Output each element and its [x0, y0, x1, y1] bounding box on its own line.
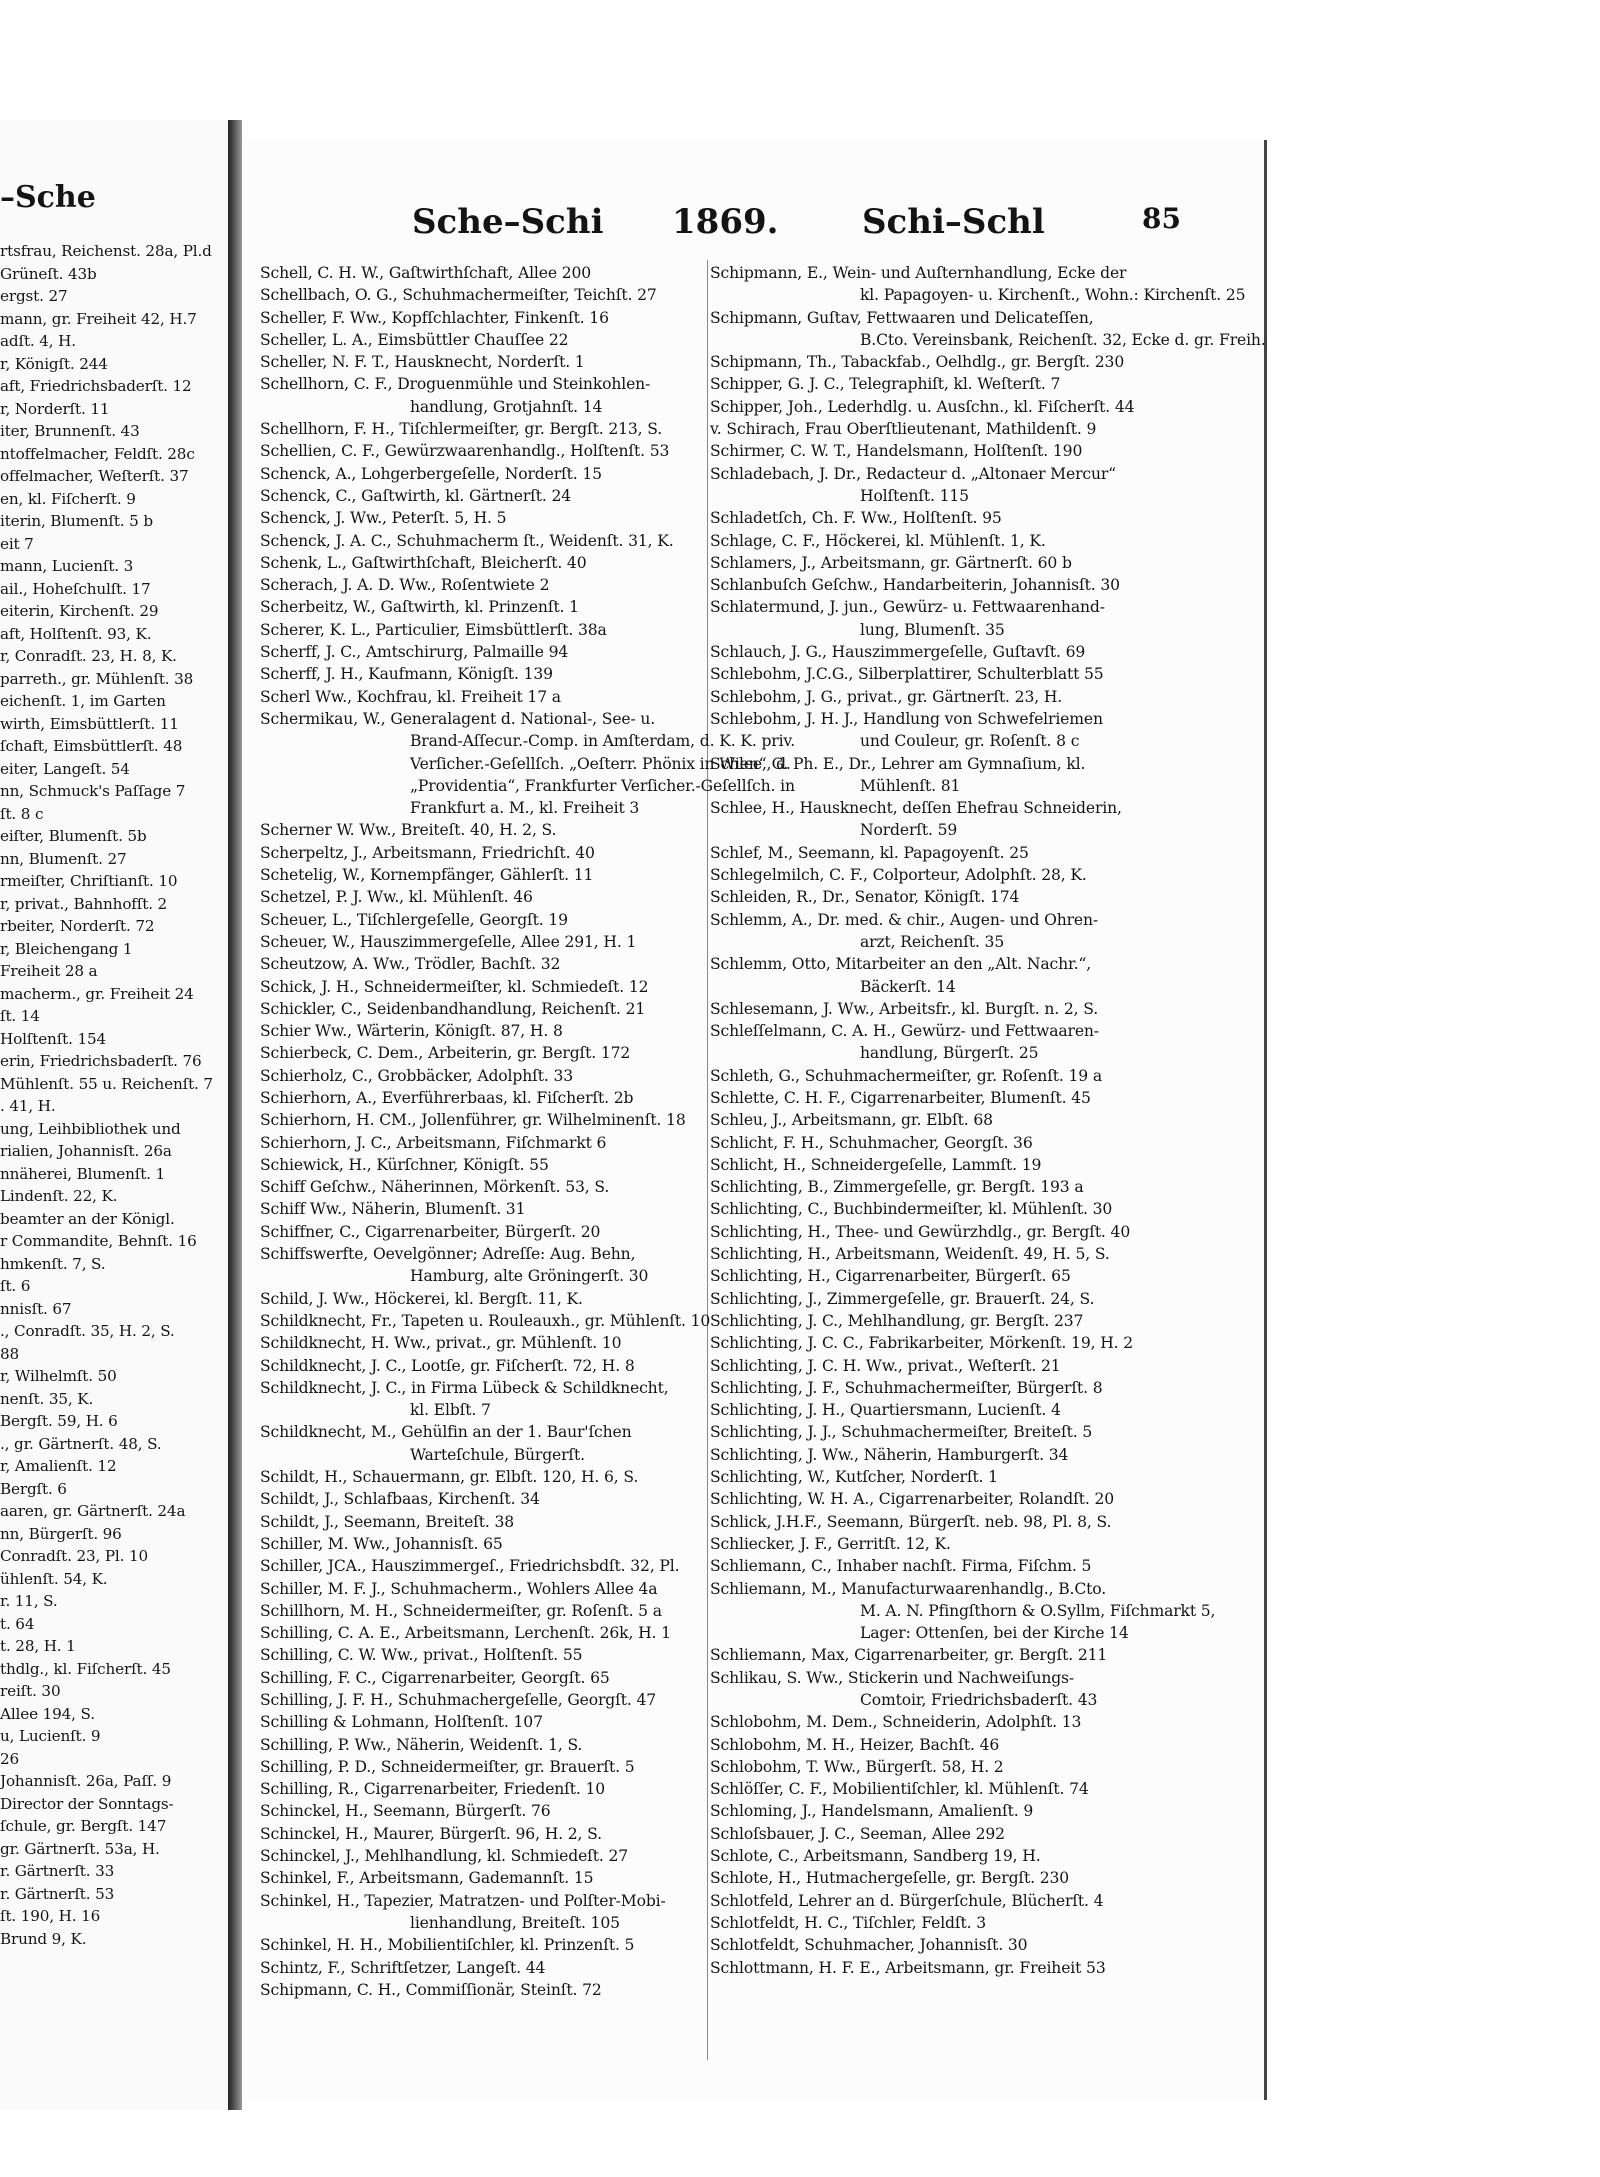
directory-entry: ., gr. Gärtnerſt. 48, S. [0, 1434, 162, 1453]
directory-entry: Schliecker, J. F., Gerritſt. 12, K. [710, 1534, 951, 1553]
directory-entry: mann, Lucienſt. 3 [0, 557, 134, 575]
directory-entry: Schildknecht, M., Gehülfin an der 1. Baur'ſchen [260, 1423, 632, 1442]
header-range-left: Sche–Schi [412, 202, 604, 242]
directory-entry: Schetelig, W., Kornempfänger, Gählerſt. 11 [260, 866, 594, 885]
directory-entry: ſchaft, Eimsbüttlerſt. 48 [0, 737, 183, 755]
directory-entry: ſchule, gr. Bergſt. 147 [0, 1817, 167, 1835]
directory-entry: en, kl. Fiſcherſt. 9 [0, 489, 136, 508]
directory-entry: Schladetſch, Ch. F. Ww., Holſtenſt. 95 [710, 509, 1002, 528]
entry-continuation: handlung, Bürgerſt. 25 [860, 1044, 1039, 1063]
directory-entry: Schlotfeld, Lehrer an d. Bürgerſchule, Blücherſt. 4 [710, 1891, 1104, 1910]
header-year: 1869. [672, 202, 779, 242]
directory-entry: hmkenſt. 7, S. [0, 1254, 106, 1273]
directory-entry: Schellien, C. F., Gewürzwaarenhandlg., Holſtenſt. 53 [260, 442, 670, 461]
directory-entry: r. Gärtnerſt. 53 [0, 1884, 115, 1903]
directory-entry: Schlichting, H., Cigarrenarbeiter, Bürgerſt. 65 [710, 1267, 1071, 1286]
directory-entry: Schlichting, B., Zimmergeſelle, gr. Bergſt. 193 a [710, 1178, 1084, 1197]
directory-entry: Schloſsbauer, J. C., Seeman, Allee 292 [710, 1824, 1005, 1843]
entry-continuation: Lager: Ottenſen, bei der Kirche 14 [860, 1624, 1129, 1643]
directory-entry: Schiller, M. F. J., Schuhmacherm., Wohlers Allee 4a [260, 1579, 658, 1598]
directory-entry: Scherner W. Ww., Breiteſt. 40, H. 2, S. [260, 821, 557, 840]
directory-entry: Schick, J. H., Schneidermeiſter, kl. Schmiedeſt. 12 [260, 977, 649, 996]
directory-entry: Schipmann, E., Wein- und Auſternhandlung, Ecke der [710, 264, 1127, 282]
directory-entry: r, Amalienſt. 12 [0, 1457, 117, 1475]
directory-entry: Scheller, L. A., Eimsbüttler Chauſſee 22 [260, 330, 569, 349]
directory-entry: r, Norderſt. 11 [0, 399, 110, 418]
directory-entry: Schlobohm, T. Ww., Bürgerſt. 58, H. 2 [710, 1757, 1004, 1776]
directory-entry: nenſt. 35, K. [0, 1389, 94, 1408]
directory-entry: Schipmann, C. H., Commiſſionär, Steinſt. 72 [260, 1980, 602, 1999]
directory-entry: nnisſt. 67 [0, 1299, 72, 1318]
directory-entry: beamter an der Königl. [0, 1209, 175, 1228]
directory-entry: eiſter, Blumenſt. 5b [0, 827, 147, 845]
directory-entry: eiter, Langeſt. 54 [0, 759, 130, 778]
directory-entry: . 41, H. [0, 1097, 56, 1115]
directory-entry: Schilling, P. Ww., Näherin, Weidenſt. 1, S. [260, 1735, 583, 1754]
directory-entry: Schildknecht, J. C., Lootſe, gr. Fiſcherſt. 72, H. 8 [260, 1356, 635, 1375]
directory-entry: eit 7 [0, 534, 34, 553]
directory-entry: Brund 9, K. [0, 1929, 87, 1948]
directory-entry: parreth., gr. Mühlenſt. 38 [0, 669, 194, 688]
directory-entry: Schild, J. Ww., Höckerei, kl. Bergſt. 11, K. [260, 1289, 583, 1308]
directory-entry: Schlichting, J. H., Quartiersmann, Lucienſt. 4 [710, 1401, 1061, 1420]
directory-entry: Schiewick, H., Kürſchner, Königſt. 55 [260, 1155, 549, 1174]
directory-entry: Schliemann, C., Inhaber nachſt. Firma, Fiſchm. 5 [710, 1557, 1092, 1576]
directory-entry: Schinkel, F., Arbeitsmann, Gademannſt. 15 [260, 1869, 594, 1888]
directory-entry: Scherff, J. C., Amtschirurg, Palmaille 94 [260, 643, 569, 662]
directory-entry: Schierholz, C., Grobbäcker, Adolphſt. 33 [260, 1066, 573, 1085]
entry-continuation: und Couleur, gr. Roſenſt. 8 c [860, 732, 1080, 751]
directory-entry: eiterin, Kirchenſt. 29 [0, 602, 159, 620]
directory-entry: Schierhorn, J. C., Arbeitsmann, Fiſchmarkt 6 [260, 1133, 607, 1152]
directory-entry: Scherbeitz, W., Gaſtwirth, kl. Prinzenſt. 1 [260, 598, 579, 617]
directory-entry: Schlette, C. H. F., Cigarrenarbeiter, Blumenſt. 45 [710, 1088, 1091, 1107]
directory-entry: Schierbeck, C. Dem., Arbeiterin, gr. Bergſt. 172 [260, 1044, 631, 1063]
directory-entry: Schell, C. H. W., Gaſtwirthſchaft, Allee 200 [260, 264, 592, 282]
directory-entry: Schipmann, Th., Tabackfab., Oelhdlg., gr. Bergſt. 230 [710, 353, 1125, 372]
directory-entry: Schlicht, F. H., Schuhmacher, Georgſt. 36 [710, 1133, 1033, 1152]
directory-entry: erin, Friedrichsbaderſt. 76 [0, 1052, 202, 1070]
directory-entry: Schlobohm, M. Dem., Schneiderin, Adolphſt. 13 [710, 1713, 1082, 1732]
entry-continuation: lung, Blumenſt. 35 [860, 620, 1005, 639]
directory-entry: Holſtenſt. 154 [0, 1029, 107, 1048]
directory-entry: Schlemm, A., Dr. med. & chir., Augen- und Ohren- [710, 910, 1099, 929]
directory-entry: Schloming, J., Handelsmann, Amalienſt. 9 [710, 1802, 1034, 1821]
directory-entry: 88 [0, 1344, 20, 1363]
directory-entry: Schlottmann, H. F. E., Arbeitsmann, gr. Freiheit 53 [710, 1958, 1106, 1977]
directory-entry: aaren, gr. Gärtnerſt. 24a [0, 1502, 186, 1520]
directory-entry: Schlobohm, M. H., Heizer, Bachſt. 46 [710, 1735, 1000, 1754]
directory-entry: Schleiden, R., Dr., Senator, Königſt. 174 [710, 888, 1020, 907]
directory-entry: Schellhorn, F. H., Tiſchlermeiſter, gr. Bergſt. 213, S. [260, 420, 663, 439]
directory-entry: Schlee, G. Ph. E., Dr., Lehrer am Gymnaſium, kl. [710, 754, 1086, 773]
directory-entry: Schlesemann, J. Ww., Arbeitsfr., kl. Burgſt. n. 2, S. [710, 999, 1099, 1018]
directory-entry: aft, Friedrichsbaderſt. 12 [0, 377, 192, 395]
left-page-header: –Sche [0, 180, 96, 215]
directory-entry: Schlichting, J., Zimmergeſelle, gr. Brauerſt. 24, S. [710, 1289, 1095, 1308]
directory-entry: Schinckel, J., Mehlhandlung, kl. Schmiedeſt. 27 [260, 1847, 629, 1866]
directory-entry: Schlatermund, J. jun., Gewürz- u. Fettwaarenhand- [710, 598, 1105, 617]
entry-continuation: Comtoir, Friedrichsbaderſt. 43 [860, 1691, 1098, 1709]
directory-entry: Schilling, J. F. H., Schuhmachergeſelle, Georgſt. 47 [260, 1691, 656, 1709]
directory-entry: Scheller, F. Ww., Kopfſchlachter, Finkenſt. 16 [260, 308, 609, 327]
directory-entry: r. Gärtnerſt. 33 [0, 1862, 115, 1880]
directory-entry: Schilling, F. C., Cigarrenarbeiter, Georgſt. 65 [260, 1668, 610, 1687]
directory-entry: Schlote, C., Arbeitsmann, Sandberg 19, H. [710, 1847, 1041, 1866]
column-left [260, 262, 796, 2001]
directory-entry: Schinkel, H. H., Mobilientiſchler, kl. Prinzenſt. 5 [260, 1936, 635, 1955]
directory-entry: nnäherei, Blumenſt. 1 [0, 1164, 166, 1183]
entry-continuation: Norderſt. 59 [860, 821, 958, 840]
directory-entry: Allee 194, S. [0, 1704, 95, 1723]
directory-entry: Schildknecht, J. C., in Firma Lübeck & Schildknecht, [260, 1378, 669, 1397]
directory-entry: Schlichting, H., Thee- und Gewürzhdlg., gr. Bergſt. 40 [710, 1222, 1131, 1241]
directory-entry: Schilling, P. D., Schneidermeiſter, gr. Brauerſt. 5 [260, 1757, 635, 1776]
directory-entry: ſt. 8 c [0, 804, 44, 823]
directory-entry: r, Königſt. 244 [0, 354, 108, 373]
directory-entry: Schlichting, J. C. H. Ww., privat., Weſterſt. 21 [710, 1356, 1061, 1375]
header-range-right: Schi–Schl [862, 202, 1045, 242]
directory-entry: Schiff Ww., Näherin, Blumenſt. 31 [260, 1200, 526, 1219]
entry-continuation: arzt, Reichenſt. 35 [860, 932, 1005, 951]
entry-continuation: M. A. N. Pfingſthorn & O.Syllm, Fiſchmarkt 5, [860, 1601, 1216, 1620]
left-page-fragment [0, 120, 228, 2110]
directory-entry: offelmacher, Weſterſt. 37 [0, 467, 189, 485]
directory-entry: Schleth, G., Schuhmachermeiſter, gr. Roſenſt. 19 a [710, 1066, 1103, 1085]
directory-entry: Schiller, JCA., Hauszimmergeſ., Friedrichsbdſt. 32, Pl. [260, 1557, 680, 1576]
entry-continuation: Frankfurt a. M., kl. Freiheit 3 [410, 799, 640, 818]
directory-entry: u, Lucienſt. 9 [0, 1727, 101, 1745]
directory-entry: eichenſt. 1, im Garten [0, 692, 166, 710]
directory-entry: Schenck, J. A. C., Schuhmacherm ſt., Weidenſt. 31, K. [260, 531, 674, 550]
directory-entry: rmeiſter, Chriſtianſt. 10 [0, 872, 178, 890]
directory-entry: Schlichting, J. C., Mehlhandlung, gr. Bergſt. 237 [710, 1311, 1084, 1330]
entry-continuation: kl. Papagoyen- u. Kirchenſt., Wohn.: Kirchenſt. 25 [860, 286, 1246, 305]
directory-entry: r. 11, S. [0, 1592, 58, 1610]
directory-entry: r, Bleichengang 1 [0, 939, 133, 958]
directory-entry: Schipmann, Guſtav, Fettwaaren und Delicateſſen, [710, 308, 1094, 327]
directory-entry: rialien, Johannisſt. 26a [0, 1142, 172, 1160]
directory-entry: Scheutzow, A. Ww., Trödler, Bachſt. 32 [260, 955, 561, 974]
directory-entry: r, Wilhelmſt. 50 [0, 1367, 117, 1385]
entry-continuation: Holſtenſt. 115 [860, 486, 969, 505]
entry-continuation: Brand-Aſſecur.-Comp. in Amſterdam, d. K. K. priv. [410, 732, 796, 751]
directory-entry: Bergſt. 6 [0, 1479, 67, 1498]
entry-continuation: Warteſchule, Bürgerſt. [410, 1445, 585, 1464]
directory-entry: Schlicht, H., Schneidergeſelle, Lammſt. 19 [710, 1155, 1042, 1174]
directory-entry: Schilling, C. A. E., Arbeitsmann, Lerchenſt. 26k, H. 1 [260, 1624, 671, 1643]
directory-entry: Schlauch, J. G., Hauszimmergeſelle, Guſtavſt. 69 [710, 643, 1086, 662]
directory-entry: Schildknecht, H. Ww., privat., gr. Mühlenſt. 10 [260, 1334, 622, 1353]
directory-entry: Schildknecht, Fr., Tapeten u. Rouleauxh., gr. Mühlenſt. 10 [260, 1311, 711, 1330]
directory-entry: Schildt, J., Schlafbaas, Kirchenſt. 34 [260, 1490, 540, 1509]
directory-entry: nn, Schmuck's Paſſage 7 [0, 782, 186, 800]
directory-entry: r, privat., Bahnhofſt. 2 [0, 894, 168, 913]
directory-entry: Schilling, R., Cigarrenarbeiter, Friedenſt. 10 [260, 1780, 606, 1799]
entry-continuation: kl. Elbſt. 7 [410, 1401, 491, 1420]
directory-entry: ergst. 27 [0, 287, 68, 305]
directory-entry: ühlenſt. 54, K. [0, 1569, 108, 1588]
directory-entry: Schickler, C., Seidenbandhandlung, Reichenſt. 21 [260, 999, 646, 1018]
directory-entry: Schinkel, H., Tapezier, Matratzen- und Polſter-Mobi- [260, 1891, 666, 1910]
directory-entry: ſt. 14 [0, 1007, 40, 1025]
directory-entry: Schlote, H., Hutmachergeſelle, gr. Bergſt. 230 [710, 1869, 1070, 1888]
directory-entry: Schlichting, H., Arbeitsmann, Weidenſt. 49, H. 5, S. [710, 1245, 1110, 1264]
directory-entry: Mühlenſt. 55 u. Reichenſt. 7 [0, 1074, 213, 1093]
directory-entry: Schetzel, P. J. Ww., kl. Mühlenſt. 46 [260, 888, 533, 907]
directory-entry: Schleſſelmann, C. A. H., Gewürz- und Fettwaaren- [710, 1022, 1099, 1041]
directory-entry: Schlichting, J. C. C., Fabrikarbeiter, Mörkenſt. 19, H. 2 [710, 1334, 1134, 1353]
directory-entry: iter, Brunnenſt. 43 [0, 422, 140, 440]
directory-entry: Schlikau, S. Ww., Stickerin und Nachweiſungs- [710, 1668, 1075, 1687]
directory-entry: rtsfrau, Reichenst. 28a, Pl.d [0, 242, 212, 260]
directory-entry: Schilling, C. W. Ww., privat., Holſtenſt. 55 [260, 1646, 583, 1665]
entry-continuation: Verſicher.-Geſellſch. „Oeſterr. Phönix in Wien“, d. [410, 754, 791, 773]
directory-entry: aft, Holſtenſt. 93, K. [0, 624, 152, 643]
directory-entry: Scherpeltz, J., Arbeitsmann, Friedrichſt. 40 [260, 843, 595, 862]
entry-continuation: „Providentia“, Frankfurter Verſicher.-Geſellſch. in [410, 776, 795, 795]
directory-entry: 26 [0, 1749, 20, 1768]
directory-entry: Scherach, J. A. D. Ww., Roſentwiete 2 [260, 576, 550, 595]
directory-entry: adſt. 4, H. [0, 332, 76, 350]
directory-entry: Schilling & Lohmann, Holſtenſt. 107 [260, 1713, 543, 1732]
directory-entry: Scheuer, L., Tiſchlergeſelle, Georgſt. 19 [260, 910, 568, 929]
directory-entry: Schlöſſer, C. F., Mobilientiſchler, kl. Mühlenſt. 74 [710, 1780, 1089, 1799]
directory-entry: iterin, Blumenſt. 5 b [0, 512, 153, 530]
directory-entry: Schladebach, J. Dr., Redacteur d. „Altonaer Mercur“ [710, 464, 1116, 483]
directory-entry: Schipper, Joh., Lederhdlg. u. Ausſchn., kl. Fiſcherſt. 44 [710, 397, 1135, 416]
directory-entry: Schliemann, M., Manufacturwaarenhandlg., B.Cto. [710, 1579, 1107, 1598]
directory-entry: ntoffelmacher, Feldſt. 28c [0, 444, 195, 463]
directory-entry: Freiheit 28 a [0, 962, 98, 980]
directory-entry: r Commandite, Behnſt. 16 [0, 1232, 197, 1250]
directory-entry: Schirmer, C. W. T., Handelsmann, Holſtenſt. 190 [710, 442, 1083, 461]
directory-entry: Schlebohm, J.C.G., Silberplattirer, Schulterblatt 55 [710, 665, 1104, 684]
directory-entry: thdlg., kl. Fiſcherſt. 45 [0, 1659, 171, 1678]
directory-entry: rbeiter, Norderſt. 72 [0, 917, 155, 935]
directory-entry: Schlage, C. F., Höckerei, kl. Mühlenſt. 1, K. [710, 531, 1046, 550]
directory-entry: Schildt, H., Schauermann, gr. Elbſt. 120, H. 6, S. [260, 1468, 639, 1487]
directory-entry: Schlichting, W. H. A., Cigarrenarbeiter, Rolandſt. 20 [710, 1490, 1115, 1509]
directory-entry: r, Conradſt. 23, H. 8, K. [0, 647, 177, 665]
directory-entry: Schintz, F., Schriftſetzer, Langeſt. 44 [260, 1958, 546, 1977]
entry-continuation: lienhandlung, Breiteſt. 105 [410, 1913, 620, 1932]
directory-entry: Scherer, K. L., Particulier, Eimsbüttlerſt. 38a [260, 620, 607, 639]
directory-entry: nn, Bürgerſt. 96 [0, 1524, 122, 1543]
directory-entry: Director der Sonntags- [0, 1794, 174, 1813]
directory-entry: t. 64 [0, 1614, 35, 1633]
directory-entry: ſt. 190, H. 16 [0, 1907, 101, 1925]
directory-entry: Schlebohm, J. G., privat., gr. Gärtnerſt. 23, H. [710, 687, 1063, 706]
directory-entry: Schleu, J., Arbeitsmann, gr. Elbſt. 68 [710, 1111, 993, 1130]
directory-entry: reiſt. 30 [0, 1682, 61, 1700]
directory-entry: Schlamers, J., Arbeitsmann, gr. Gärtnerſt. 60 b [710, 553, 1072, 572]
directory-entry: Schellbach, O. G., Schuhmachermeiſter, Teichſt. 27 [260, 286, 657, 305]
directory-entry: Schenck, A., Lohgerbergeſelle, Norderſt. 15 [260, 464, 602, 483]
directory-entry: Scheuer, W., Hauszimmergeſelle, Allee 291, H. 1 [260, 932, 637, 951]
book-spine [228, 120, 242, 2110]
directory-entry: Schlemm, Otto, Mitarbeiter an den „Alt. Nachr.“, [710, 955, 1092, 974]
directory-entry: Schiff Geſchw., Näherinnen, Mörkenſt. 53, S. [260, 1178, 610, 1197]
directory-entry: Schlanbuſch Geſchw., Handarbeiterin, Johannisſt. 30 [710, 576, 1120, 595]
directory-page [242, 140, 1267, 2100]
directory-entry: Grüneſt. 43b [0, 264, 97, 283]
directory-entry: Johannisſt. 26a, Paſſ. 9 [0, 1772, 172, 1790]
directory-entry: Schliemann, Max, Cigarrenarbeiter, gr. Bergſt. 211 [710, 1646, 1108, 1665]
directory-entry: v. Schirach, Frau Oberſtlieutenant, Mathildenſt. 9 [710, 420, 1097, 439]
directory-entry: Schinckel, H., Seemann, Bürgerſt. 76 [260, 1802, 551, 1821]
directory-entry: Schlichting, J. Ww., Näherin, Hamburgerſt. 34 [710, 1445, 1069, 1464]
directory-entry: Schiller, M. Ww., Johannisſt. 65 [260, 1534, 503, 1553]
directory-entry: Schlef, M., Seemann, kl. Papagoyenſt. 25 [710, 843, 1029, 862]
directory-entry: Schlotfeldt, Schuhmacher, Johannisſt. 30 [710, 1936, 1028, 1955]
directory-entry: ung, Leihbibliothek und [0, 1119, 181, 1138]
directory-entry: Scheller, N. F. T., Hausknecht, Norderſt. 1 [260, 353, 585, 372]
directory-entry: gr. Gärtnerſt. 53a, H. [0, 1839, 160, 1858]
directory-entry: Schlotfeldt, H. C., Tiſchler, Feldſt. 3 [710, 1913, 987, 1932]
directory-entry: Conradſt. 23, Pl. 10 [0, 1547, 149, 1565]
left-page-column [0, 240, 226, 1950]
directory-entry: ſt. 6 [0, 1277, 31, 1295]
directory-entry: Schlebohm, J. H. J., Handlung von Schwefelriemen [710, 709, 1103, 728]
directory-entry: Lindenſt. 22, K. [0, 1187, 118, 1205]
directory-entry: Schierhorn, A., Everführerbaas, kl. Fiſcherſt. 2b [260, 1088, 634, 1107]
directory-entry: Schellhorn, C. F., Droguenmühle und Steinkohlen- [260, 375, 651, 394]
directory-entry: Schlee, H., Hausknecht, deſſen Ehefrau Schneiderin, [710, 799, 1122, 818]
page-number: 85 [1142, 202, 1181, 235]
directory-entry: Schlichting, W., Kutſcher, Norderſt. 1 [710, 1468, 998, 1487]
directory-entry: Schier Ww., Wärterin, Königſt. 87, H. 8 [260, 1022, 563, 1041]
directory-entry: Schierhorn, H. CM., Jollenführer, gr. Wilhelminenſt. 18 [260, 1111, 686, 1130]
directory-entry: macherm., gr. Freiheit 24 [0, 984, 194, 1003]
directory-entry: Schenk, L., Gaſtwirthſchaft, Bleicherſt. 40 [260, 553, 587, 572]
directory-entry: Schlichting, J. F., Schuhmachermeiſter, Bürgerſt. 8 [710, 1378, 1103, 1397]
directory-entry: Schlichting, J. J., Schuhmachermeiſter, Breiteſt. 5 [710, 1423, 1093, 1442]
directory-entry: Schenck, J. Ww., Peterſt. 5, H. 5 [260, 509, 507, 528]
directory-entry: Schenck, C., Gaſtwirth, kl. Gärtnerſt. 24 [260, 486, 572, 505]
directory-entry: Bergſt. 59, H. 6 [0, 1412, 118, 1430]
page-header [242, 202, 1264, 252]
directory-entry: Schlegelmilch, C. F., Colporteur, Adolphſt. 28, K. [710, 866, 1087, 885]
entry-continuation: Hamburg, alte Gröningerſt. 30 [410, 1267, 649, 1286]
directory-entry: Schipper, G. J. C., Telegraphiſt, kl. Weſterſt. 7 [710, 375, 1061, 394]
directory-entry: Schiffswerfte, Oevelgönner; Adreſſe: Aug. Behn, [260, 1245, 636, 1264]
directory-entry: Scherff, J. H., Kaufmann, Königſt. 139 [260, 665, 553, 684]
directory-entry: ail., Hoheſchulſt. 17 [0, 579, 151, 598]
entry-continuation: Mühlenſt. 81 [860, 776, 961, 795]
directory-entry: Schermikau, W., Generalagent d. National-, See- u. [260, 709, 656, 728]
directory-entry: mann, gr. Freiheit 42, H.7 [0, 309, 197, 328]
column-right [710, 262, 1266, 1979]
directory-entry: t. 28, H. 1 [0, 1637, 76, 1655]
entry-continuation: B.Cto. Vereinsbank, Reichenſt. 32, Ecke d. gr. Freih. [860, 330, 1266, 349]
entry-continuation: handlung, Grotjahnſt. 14 [410, 397, 603, 416]
directory-entry: Schlick, J.H.F., Seemann, Bürgerſt. neb. 98, Pl. 8, S. [710, 1512, 1112, 1531]
entry-continuation: Bäckerſt. 14 [860, 977, 956, 996]
directory-entry: ., Conradſt. 35, H. 2, S. [0, 1322, 175, 1340]
directory-entry: Schillhorn, M. H., Schneidermeiſter, gr. Roſenſt. 5 a [260, 1601, 662, 1620]
directory-entry: Schlichting, C., Buchbindermeiſter, kl. Mühlenſt. 30 [710, 1200, 1113, 1219]
directory-entry: nn, Blumenſt. 27 [0, 849, 127, 868]
directory-entry: Schildt, J., Seemann, Breiteſt. 38 [260, 1512, 515, 1531]
directory-entry: Schinckel, H., Maurer, Bürgerſt. 96, H. 2, S. [260, 1824, 602, 1843]
directory-entry: wirth, Eimsbüttlerſt. 11 [0, 714, 179, 733]
directory-entry: Schiffner, C., Cigarrenarbeiter, Bürgerſt. 20 [260, 1222, 601, 1241]
directory-entry: Scherl Ww., Kochfrau, kl. Freiheit 17 a [260, 687, 561, 706]
